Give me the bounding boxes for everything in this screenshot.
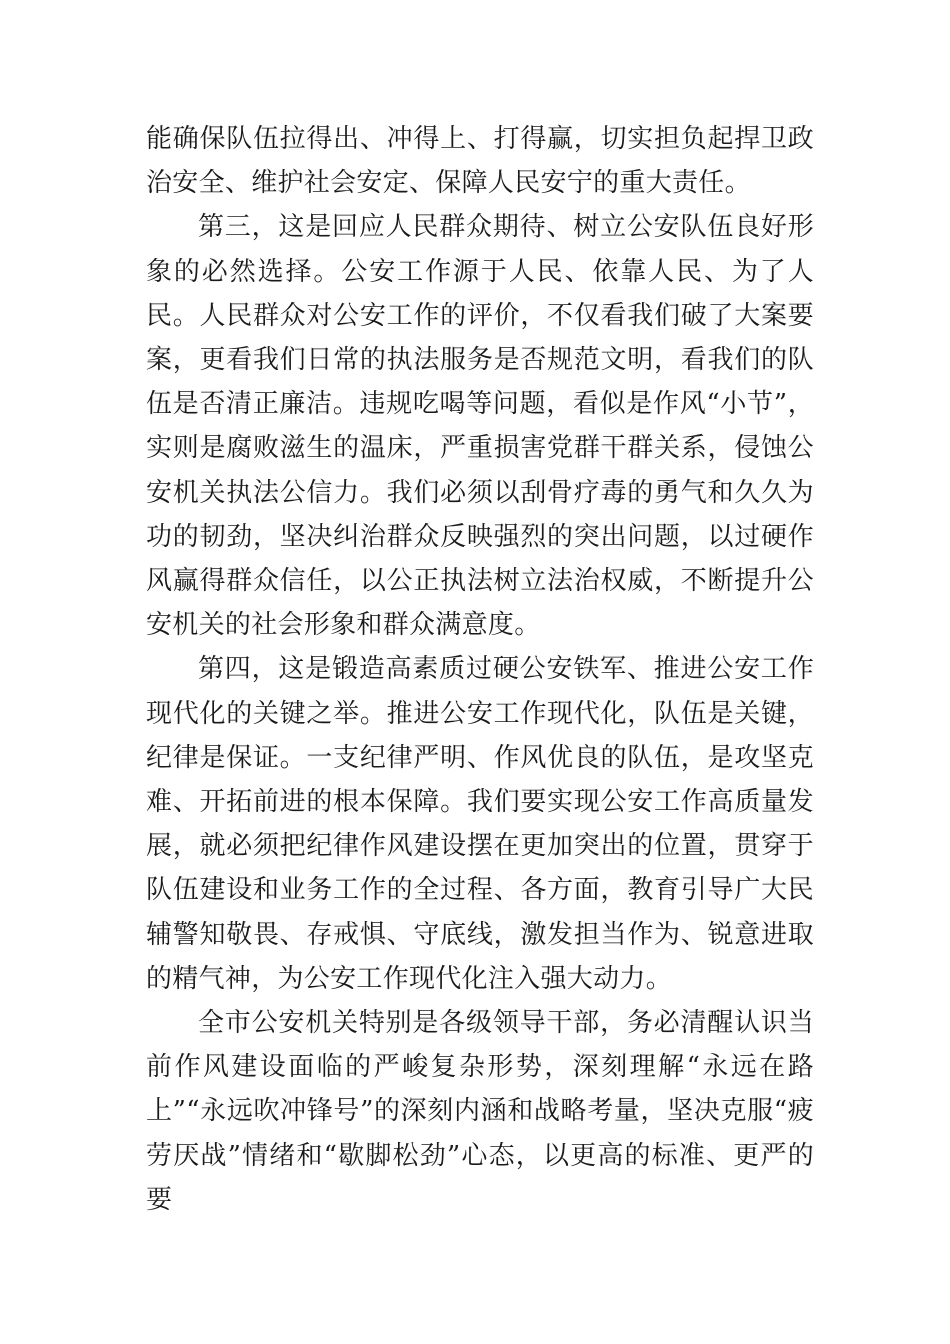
paragraph-third-point: 第三，这是回应人民群众期待、树立公安队伍良好形象的必然选择。公安工作源于人民、依靠人民、为了人民。人民群众对公安工作的评价，不仅看我们破了大案要案，更看我们日常的执法服务是否规范文明，看我们的队伍是否清正廉洁。违规吃喝等问题，看似是作风“小节”，实则是腐败滋生的温床，严重损害党群干群关系，侵蚀公安机关执法公信力。我们必须以刮骨疗毒的勇气和久久为功的韧劲，坚决纠治群众反映强烈的突出问题，以过硬作风赢得群众信任，以公正执法树立法治权威，不断提升公安机关的社会形象和群众满意度。 (146, 212, 814, 641)
paragraph-fourth-point: 第四，这是锻造高素质过硬公安铁军、推进公安工作现代化的关键之举。推进公安工作现代化，队伍是关键，纪律是保证。一支纪律严明、作风优良的队伍，是攻坚克难、开拓前进的根本保障。我们要实现公安工作高质量发展，就必须把纪律作风建设摆在更加突出的位置，贯穿于队伍建设和业务工作的全过程、各方面，教育引导广大民辅警知敬畏、存戒惧、守底线，激发担当作为、锐意进取的精气神，为公安工作现代化注入强大动力。 (146, 654, 814, 994)
document-body (146, 117, 814, 1222)
paragraph-continuation: 能确保队伍拉得出、冲得上、打得赢，切实担负起捍卫政治安全、维护社会安定、保障人民安宁的重大责任。 (146, 124, 814, 199)
paragraph-leadership-requirement: 全市公安机关特别是各级领导干部，务必清醒认识当前作风建设面临的严峻复杂形势，深刻理解“永远在路上”“永远吹冲锋号”的深刻内涵和战略考量，坚决克服“疲劳厌战”情绪和“歇脚松劲”心态，以更高的标准、更严的要 (146, 1008, 814, 1215)
